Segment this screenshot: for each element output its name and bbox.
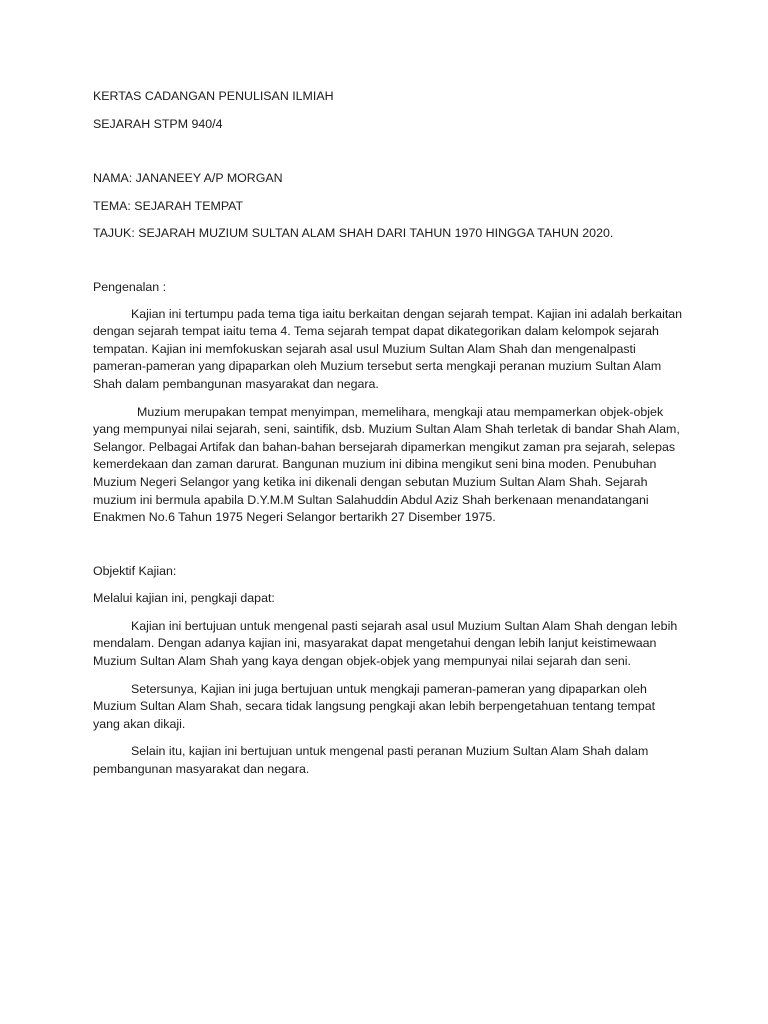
theme-line: TEMA: SEJARAH TEMPAT [93, 198, 244, 213]
section-heading-pengenalan: Pengenalan : [93, 279, 167, 294]
document-subject: SEJARAH STPM 940/4 [93, 116, 223, 131]
objektif-paragraph: Kajian ini bertujuan untuk mengenal pasti sejarah asal usul Muzium Sultan Alam Shah dengan lebih mendalam. Dengan adanya kajian ini, masyarakat dapat mengetahui dengan lebih lanjut keistimewaan Muzium Sultan Alam Shah yang kaya dengan objek-objek yang mempunyai nilai sejarah dan seni. [93, 618, 678, 669]
objektif-paragraph: Setersunya, Kajian ini juga bertujuan untuk mengkaji pameran-pameran yang dipaparkan oleh Muzium Sultan Alam Shah, secara tidak langsung pengkaji akan lebih berpengetahuan tentang tempat yang akan dikaji. [93, 681, 656, 731]
objektif-paragraph: Selain itu, kajian ini bertujuan untuk mengenal pasti peranan Muzium Sultan Alam Shah dalam pembangunan masyarakat dan negara. [93, 744, 649, 777]
objektif-intro: Melalui kajian ini, pengkaji dapat: [93, 591, 275, 606]
topic-line: TAJUK: SEJARAH MUZIUM SULTAN ALAM SHAH DARI TAHUN 1970 HINGGA TAHUN 2020. [93, 226, 614, 241]
document-title: KERTAS CADANGAN PENULISAN ILMIAH [93, 89, 334, 103]
student-name: NAMA: JANANEEY A/P MORGAN [93, 171, 283, 186]
section-heading-objektif: Objektif Kajian: [93, 563, 177, 578]
pengenalan-paragraph: Muzium merupakan tempat menyimpan, memelihara, mengkaji atau mempamerkan objek-objek yang mempunyai nilai sejarah, seni, saintifik, dsb. Muzium Sultan Alam Shah terletak di bandar Shah Alam, Selangor. Pelbagai Artifak dan bahan-bahan bersejarah dipamerkan mengikut zaman pra sejarah, selepas kemerdekaan dan zaman darurat. Bangunan muzium ini dibina mengikut seni bina moden. Penubuhan Muzium Negeri Selangor yang ketika ini dikenali dengan sebutan Muzium Sultan Alam Shah. Sejarah muzium ini bermula apabila D.Y.M.M Sultan Salahuddin Abdul Aziz Shah berkenaan menandatangani Enakmen No.6 Tahun 1975 Negeri Selangor bertarikh 27 Disember 1975. [93, 404, 680, 525]
document-page [93, 88, 683, 779]
pengenalan-paragraph: Kajian ini tertumpu pada tema tiga iaitu berkaitan dengan sejarah tempat. Kajian ini adalah berkaitan dengan sejarah tempat iaitu tema 4. Tema sejarah tempat dapat dikategorikan dalam kelompok sejarah tempatan. Kajian ini memfokuskan sejarah asal usul Muzium Sultan Alam Shah dan mengenalpasti pameran-pameran yang dipaparkan oleh Muzium tersebut serta mengkaji peranan muzium Sultan Alam Shah dalam pembangunan masyarakat dan negara. [93, 306, 683, 391]
